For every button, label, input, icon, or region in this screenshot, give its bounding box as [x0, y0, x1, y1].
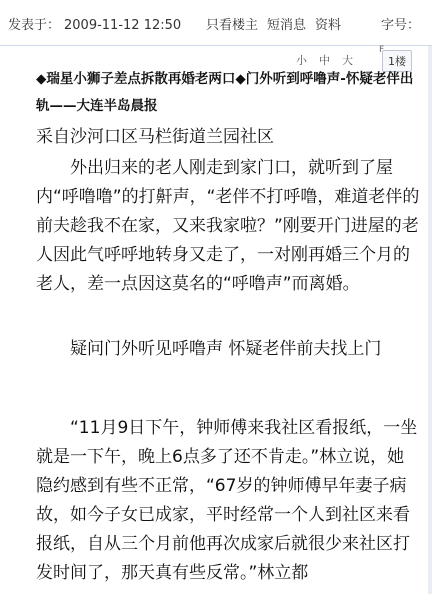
article-headline: ◆瑞星小狮子差点拆散再婚老两口◆门外听到呼噜声-怀疑老伴出轨——大连半岛晨报 [36, 71, 414, 114]
scrollbar-track[interactable] [428, 46, 432, 594]
font-size-label: 字号： [381, 18, 421, 33]
profile-link[interactable]: 资料 [315, 18, 342, 33]
font-size-medium[interactable]: 中 [319, 54, 332, 67]
font-size-large[interactable]: 大 [342, 54, 355, 67]
floor-marker-icon: F [379, 45, 385, 55]
post-timestamp [8, 14, 181, 33]
posted-label: 发表于： [8, 18, 61, 33]
floor-label: 1楼 [388, 55, 406, 68]
only-author-link[interactable]: 只看楼主 [206, 18, 259, 33]
article-paragraph: “11月9日下午，钟师傅来我社区看报纸，一坐就是一下午，晚上6点多了还不肯走。”林立说，她隐约感到有些不正常，“67岁的钟师傅早年妻子病故，如今子女已成家，平时经常一个人到社区来看报纸，自从三个月前他再次成家后就很少来社区打发时间了，那天真有些反常。”林立都 [36, 418, 418, 583]
article-paragraph: 外出归来的老人刚走到家门口，就听到了屋内“呼噜噜”的打鼾声，“老伴不打呼噜，难道老伴的前夫趁我不在家，又来我家啦？”刚要开门进屋的老人因此气呼呼地转身又走了，一对刚再婚三个月的老人，差一点因这莫名的“呼噜声”而离婚。 [36, 158, 420, 294]
article-source: 采自沙河口区马栏街道兰园社区 [36, 127, 274, 147]
post-header-bar [0, 0, 432, 46]
short-message-link[interactable]: 短消息 [267, 18, 307, 33]
post-actions [206, 14, 350, 33]
article-subheading: 疑问门外听见呼噜声 怀疑老伴前夫找上门 [70, 339, 382, 359]
font-size-small[interactable]: 小 [296, 54, 309, 67]
posted-time: 2009-11-12 12:50 [64, 18, 182, 33]
